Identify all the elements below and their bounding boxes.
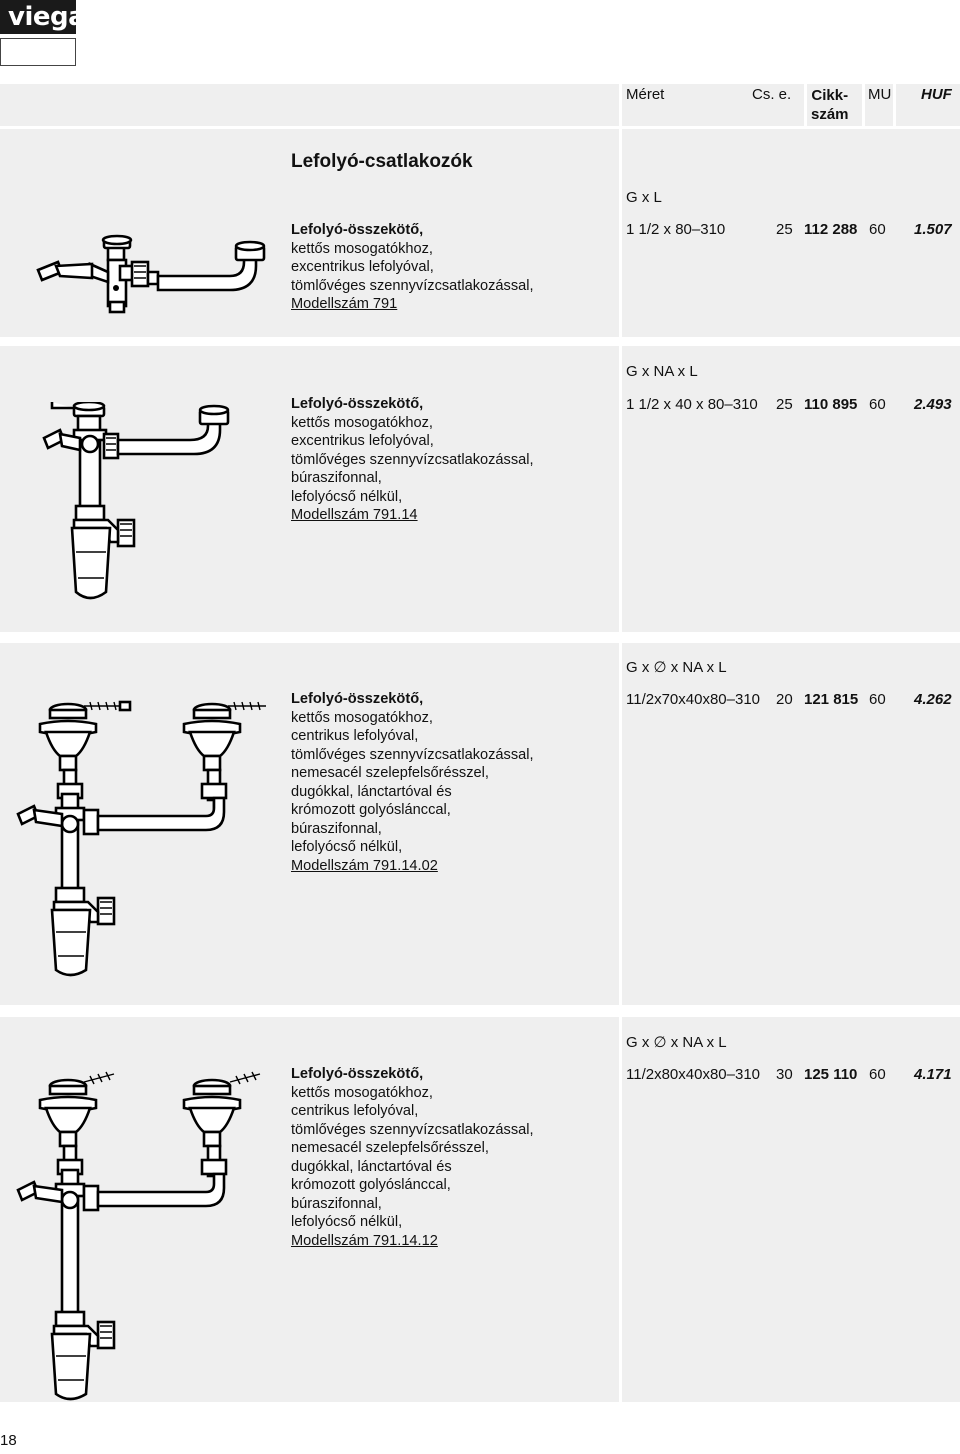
product-1-size: 1 1/2 x 80–310 bbox=[626, 221, 726, 238]
product-2-pack: 25 bbox=[776, 396, 793, 413]
header-size: Méret bbox=[626, 86, 665, 103]
desc-line: kettős mosogatókhoz, bbox=[291, 414, 433, 431]
desc-line: excentrikus lefolyóval, bbox=[291, 433, 434, 449]
product-1-dim-label: G x L bbox=[626, 189, 662, 206]
model-number: Modellszám 791.14 bbox=[291, 507, 418, 523]
desc-line: nemesacél szelepfelsőrésszel, bbox=[291, 765, 489, 781]
logo-box bbox=[0, 38, 76, 66]
product-title: Lefolyó-összekötő, bbox=[291, 691, 424, 707]
product-1-description bbox=[291, 221, 611, 314]
desc-line: tömlővéges szennyvízcsatlakozással, bbox=[291, 277, 534, 294]
product-4-pack: 30 bbox=[776, 1066, 793, 1083]
product-4-dim-label: G x ∅ x NA x L bbox=[626, 1034, 727, 1051]
product-3-article: 121 815 bbox=[804, 691, 859, 708]
model-number: Modellszám 791 bbox=[291, 296, 398, 312]
product-1-mu: 60 bbox=[869, 221, 886, 238]
product-2-mu: 60 bbox=[869, 396, 886, 413]
desc-line: búraszifonnal, bbox=[291, 470, 382, 486]
model-number: Modellszám 791.14.12 bbox=[291, 1232, 438, 1249]
desc-line: lefolyócső nélkül, bbox=[291, 488, 403, 505]
product-2-price: 2.493 bbox=[914, 396, 952, 413]
product-title: Lefolyó-összekötő, bbox=[291, 1066, 424, 1082]
double-sink-drain-with-plugs-icon bbox=[10, 1064, 272, 1404]
product-3-description bbox=[291, 690, 611, 875]
desc-line: kettős mosogatókhoz, bbox=[291, 240, 433, 257]
header-mu: MU bbox=[868, 86, 892, 103]
desc-line: centrikus lefolyóval, bbox=[291, 728, 419, 744]
desc-line: tömlővéges szennyvízcsatlakozással, bbox=[291, 451, 534, 468]
desc-line: kettős mosogatókhoz, bbox=[291, 1084, 433, 1101]
product-2-article: 110 895 bbox=[804, 396, 858, 413]
product-2-size: 1 1/2 x 40 x 80–310 bbox=[626, 396, 758, 413]
double-sink-drain-with-plugs-icon bbox=[10, 690, 272, 980]
page-number: 18 bbox=[0, 1432, 17, 1449]
product-4-description bbox=[291, 1065, 611, 1250]
product-2-description bbox=[291, 395, 611, 525]
product-4-article: 125 110 bbox=[804, 1066, 858, 1083]
product-3-mu: 60 bbox=[869, 691, 886, 708]
header-currency: HUF bbox=[921, 86, 952, 103]
product-1-article: 112 288 bbox=[804, 221, 858, 238]
desc-line: centrikus lefolyóval, bbox=[291, 1103, 419, 1119]
product-1-price: 1.507 bbox=[914, 221, 952, 238]
double-sink-drain-connector-icon bbox=[30, 232, 270, 316]
section-title: Lefolyó-csatlakozók bbox=[291, 151, 473, 172]
desc-line: búraszifonnal, bbox=[291, 820, 382, 837]
product-4-price: 4.171 bbox=[914, 1066, 952, 1083]
product-4-size: 11/2x80x40x80–310 bbox=[626, 1066, 761, 1083]
product-1-pack: 25 bbox=[776, 221, 793, 238]
product-3-pack: 20 bbox=[776, 691, 793, 708]
product-title: Lefolyó-összekötő, bbox=[291, 396, 424, 412]
desc-line: tömlővéges szennyvízcsatlakozással, bbox=[291, 746, 534, 763]
model-number: Modellszám 791.14.02 bbox=[291, 857, 438, 874]
desc-line: búraszifonnal, bbox=[291, 1195, 382, 1212]
viega-logo: viega bbox=[0, 0, 76, 34]
desc-line: lefolyócső nélkül, bbox=[291, 1214, 403, 1230]
product-4-mu: 60 bbox=[869, 1066, 886, 1083]
desc-line: krómozott golyóslánccal, bbox=[291, 802, 451, 818]
header-pack: Cs. e. bbox=[752, 86, 792, 103]
product-3-size: 11/2x70x40x80–310 bbox=[626, 691, 761, 708]
product-2-dim-label: G x NA x L bbox=[626, 363, 698, 380]
double-sink-drain-with-bottle-trap-icon bbox=[30, 402, 270, 604]
product-title: Lefolyó-összekötő, bbox=[291, 222, 424, 238]
product-3-price: 4.262 bbox=[914, 691, 952, 708]
product-3-dim-label: G x ∅ x NA x L bbox=[626, 659, 727, 676]
desc-line: tömlővéges szennyvízcsatlakozással, bbox=[291, 1121, 534, 1138]
desc-line: kettős mosogatókhoz, bbox=[291, 709, 433, 726]
desc-line: lefolyócső nélkül, bbox=[291, 839, 403, 855]
desc-line: excentrikus lefolyóval, bbox=[291, 259, 434, 275]
header-article bbox=[811, 86, 849, 124]
header-article-text: Cikk- szám bbox=[811, 87, 849, 123]
desc-line: dugókkal, lánctartóval és bbox=[291, 1158, 452, 1175]
desc-line: dugókkal, lánctartóval és bbox=[291, 783, 452, 800]
desc-line: krómozott golyóslánccal, bbox=[291, 1177, 451, 1193]
desc-line: nemesacél szelepfelsőrésszel, bbox=[291, 1140, 489, 1156]
